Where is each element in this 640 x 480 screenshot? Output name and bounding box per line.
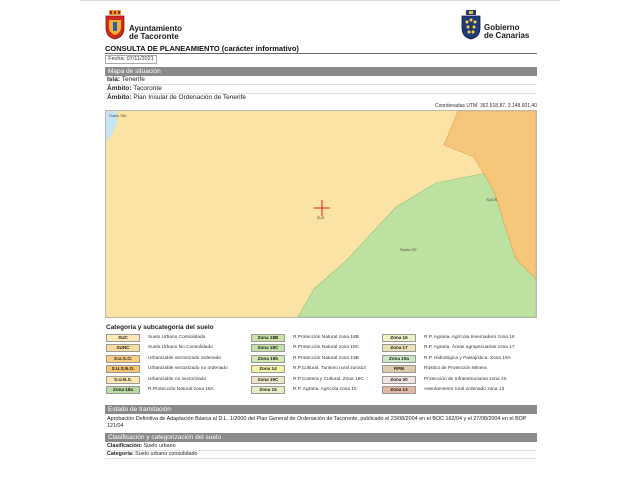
legend-label: R.P. Agraria. Áreas agropecuarias zona 17 [424,345,515,351]
legend-label: Asentamiento rural ordenado zona 13 [424,387,505,392]
legend-swatch: Zona 16 [382,334,416,342]
ayuntamiento-name-line1: Ayuntamiento [129,24,183,33]
categoria-label: Categoría: [107,451,134,457]
legend-swatch: S.U.S.O. [106,355,140,363]
ayuntamiento-name-line2: de Tacoronte [129,32,179,41]
legend-swatch: RPM [382,365,416,373]
map-label-green-zone: Suelo GF [400,247,417,252]
ambito-label-1: Ámbito: [107,85,132,92]
clasificacion-value: Suelo urbano [143,443,176,449]
row-divider [105,84,537,85]
legend-title: Categoría y subcategoría del suelo [106,324,214,331]
legend-label: Suelo Urbano No Consolidado [148,345,213,351]
legend-swatch: Zona 14 [251,365,285,373]
legend-swatch: S.U.N.S. [106,376,140,384]
legend-label: R.Protección Natural zona 18C [293,345,360,351]
categoria-line [107,451,198,458]
clasificacion-label: Clasificación: [107,443,143,449]
isla-label: Isla: [107,76,121,83]
ambito-label-2: Ámbito: [107,94,132,101]
legend-label: Suelo Urbano Consolidado [148,335,206,340]
utm-coordinates: Coordenadas UTM: 362.518,87, 3.148.601,40 [434,103,537,109]
isla-value: Tenerife [121,76,145,83]
legend-label: R.P. Hidrológica y Paisajística. Zona 19A [424,355,511,361]
legend-label: R.P. Agraria. Agrícola Invernadero zona 16 [424,335,515,340]
legend-swatch: Zona 15 [251,386,285,394]
legend-label: Urbanizable no sectorizado [148,376,207,382]
gobierno-crest-icon [460,10,482,40]
legend-swatch: Zona 13 [382,386,416,394]
legend-label: R.Protección Natural zona 18B [293,335,359,340]
row-divider [105,458,537,459]
gobierno-canarias-logo [460,10,542,40]
legend-swatch: S.U.S.N.O. [106,365,140,373]
legend-label: R.P. Agraria. Agrícola zona 15 [293,387,357,392]
categoria-value: Suelo urbano consolidado [135,451,198,457]
estado-tramitacion-header: Estado de tramitación [105,405,537,414]
map-label-marker: SUD [317,216,325,220]
legend-swatch: SUC [106,334,140,342]
legend-swatch: Zona 18B [251,334,285,342]
legend-label: R.Protección Natural zona 19B [293,355,359,361]
legend-swatch: Zona 18a [106,386,140,394]
document-title: CONSULTA DE PLANEAMIENTO (carácter informativo) [105,44,299,53]
legend-swatch: Zona 17 [382,344,416,352]
legend-label: R.Protección Natural zona 18A [148,387,214,392]
ambito-value-1: Tacoronte [133,85,162,92]
fecha-badge: Fecha: 07/11/2021 [105,55,157,64]
legend-label: R.P.Cultural. Turismo rural zona14 [293,366,366,372]
legend-swatch: Zona 19a [382,355,416,363]
legend-swatch: Zona 18C [251,344,285,352]
gobierno-name-line1: Gobierno [484,23,520,32]
legend-label: Protección de Infraestructuras zona 20 [424,376,507,382]
ambito-line-1 [107,85,162,93]
ayuntamiento-logo [104,10,204,40]
legend-label: Urbanizable sectorizado ordenado [148,355,222,361]
mapa-situacion-header: Mapa de situación [105,67,537,76]
clasificacion-header: Clasificación y categorización del suelo [105,433,537,442]
isla-line [107,76,145,84]
clasificacion-line [107,443,176,450]
situation-map[interactable] [105,110,537,318]
legend-swatch: Zona 19b [251,355,285,363]
ambito-value-2: Plan Insular de Ordenación de Tenerife [133,94,246,101]
map-label-top-left: Suelo Gib [109,113,127,118]
legend-label: R.P.Costera y Cultural. Zona 19C [293,376,364,382]
map-label-orange-zone: SUOS [486,197,498,202]
top-divider [80,0,560,1]
gobierno-name-line2: de Canarias [484,31,530,40]
legend-label: Rústico de Protección Minera [424,366,487,372]
legend-swatch: Zona 20 [382,376,416,384]
legend-swatch: SUNC [106,344,140,352]
estado-tramitacion-text: Aprobación Definitiva de Adaptación Básica al D.L. 1/2000 del Plan General de Ordenación de Tacoronte, publicado el 23/08/2004 en el BOC 162/04 y el 27/08/2004 en el BOP 121/04 [107,416,527,429]
ambito-line-2 [107,94,246,102]
title-divider [105,53,537,54]
legend-swatch: Zona 19C [251,376,285,384]
legend-label: Urbanizable sectorizado no ordenado [148,366,228,372]
ayuntamiento-crest-icon [104,10,126,40]
